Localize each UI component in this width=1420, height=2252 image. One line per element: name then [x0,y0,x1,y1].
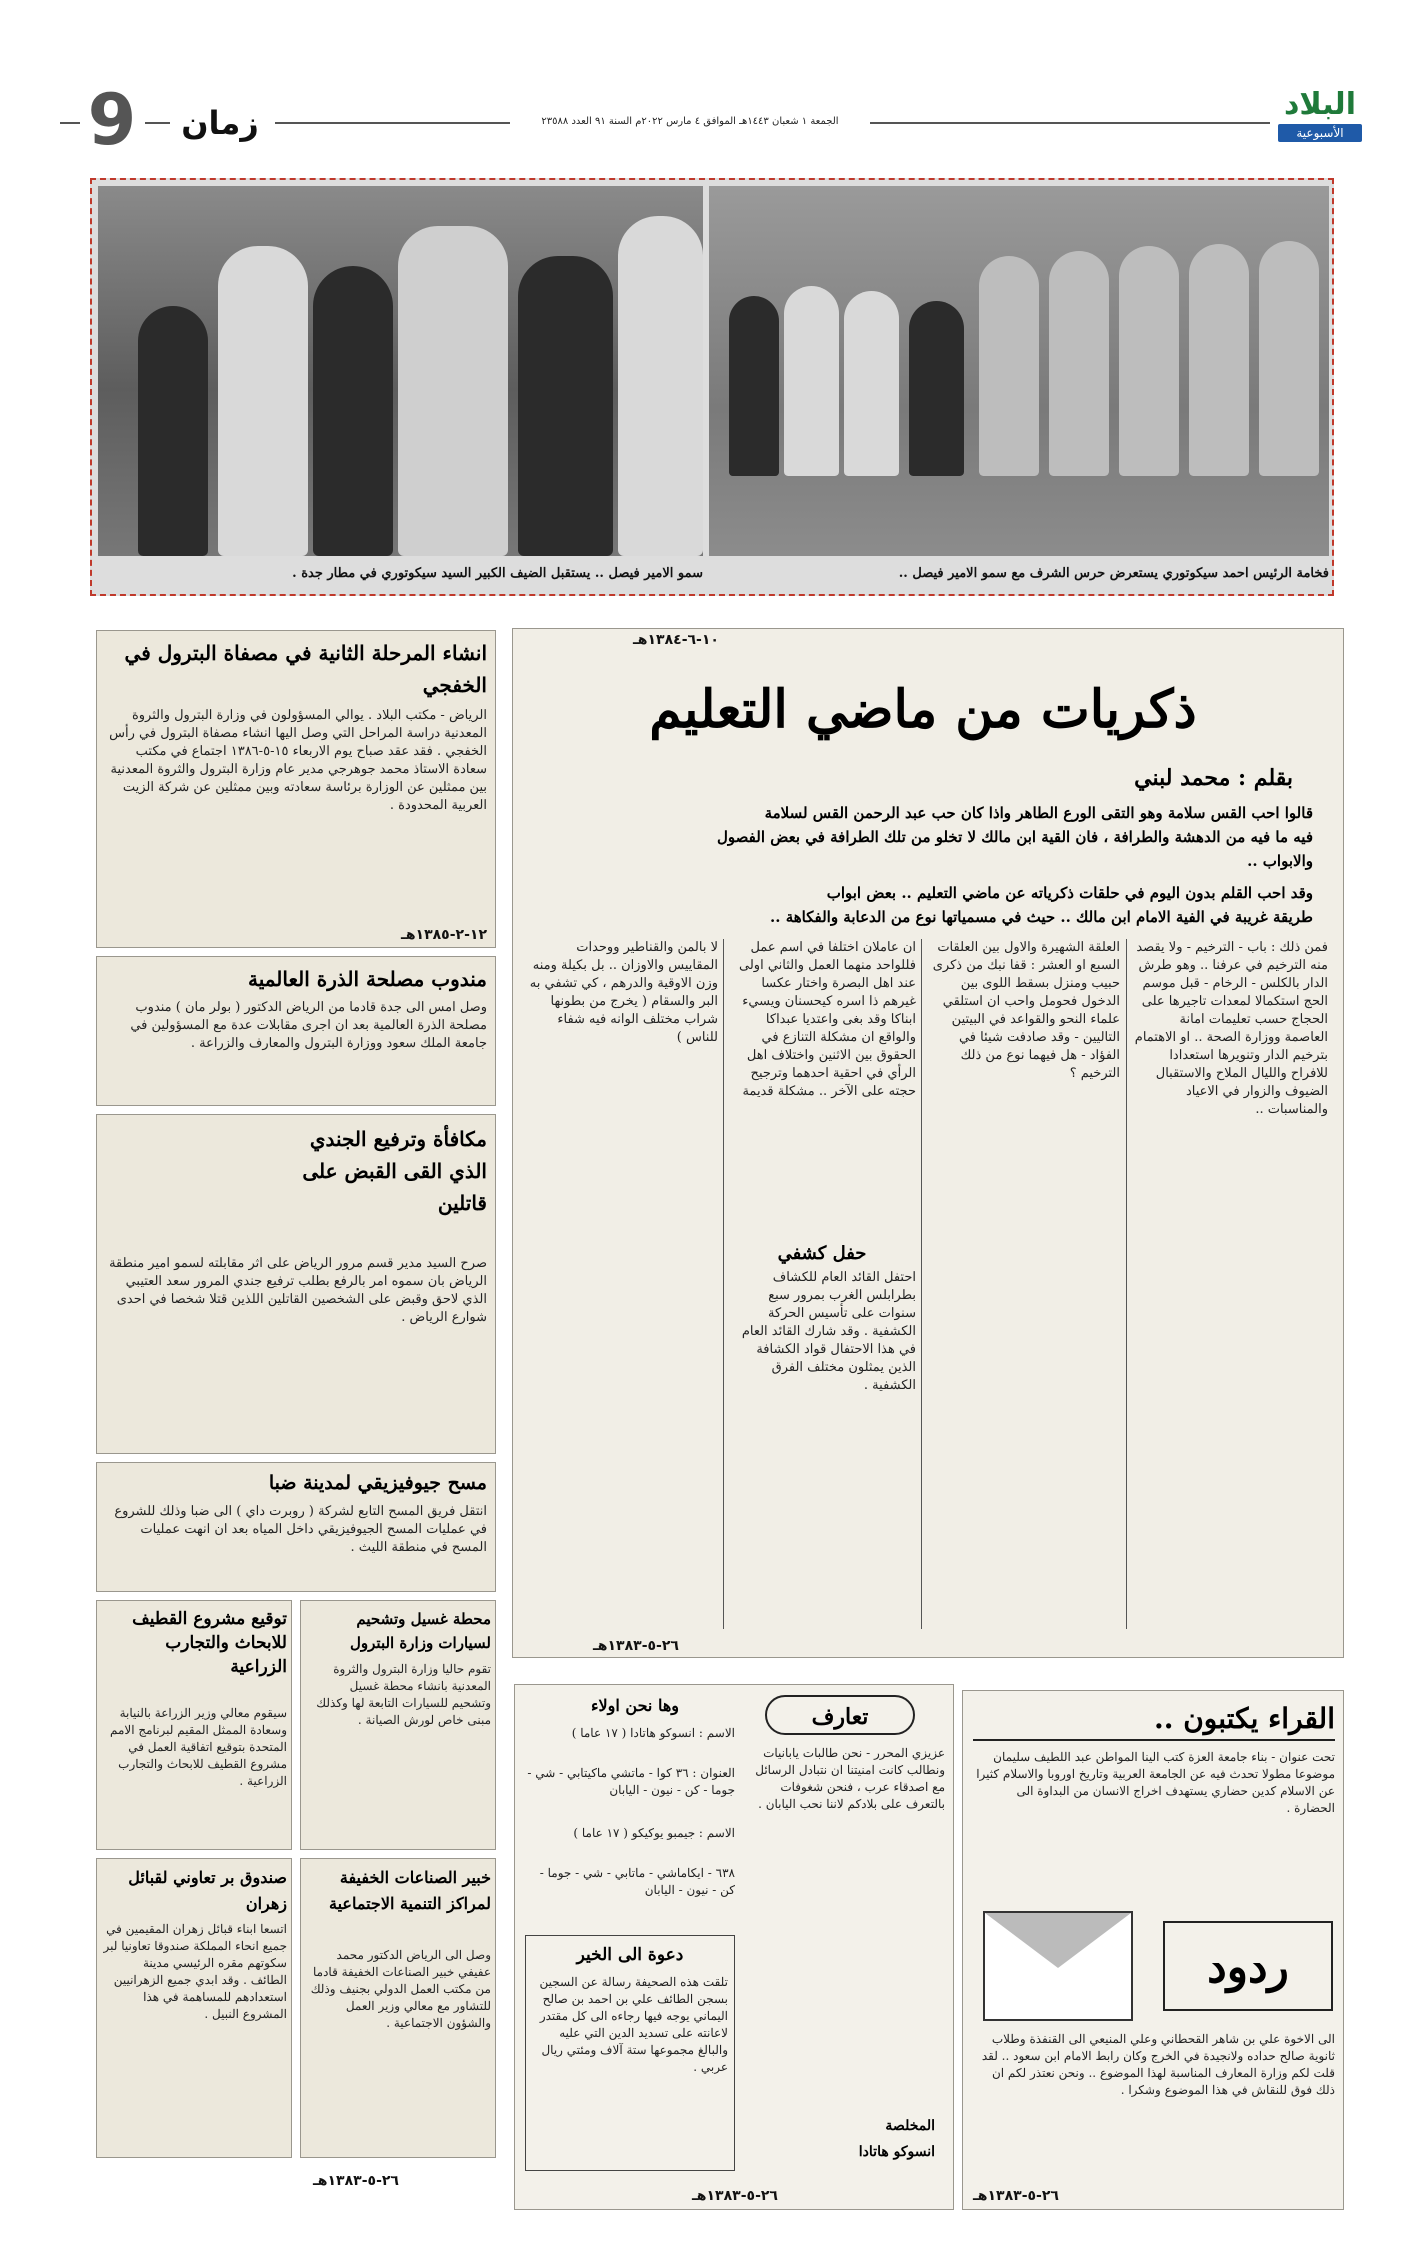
figure [784,286,839,476]
article-soldier-reward [96,1114,496,1454]
left-column [96,630,496,2210]
figure [218,246,308,556]
article-title: توقيع مشروع القطيف للابحاث والتجارب الزراعية [132,1609,287,1677]
rudud-body: الى الاخوة علي بن شاهر القحطاني وعلي المنيعي الى القنفذة وطلاب ثانوية صالح حداده ولانجيدة في الخرج وكان رابط الامام ابن سعود .. لقد قلت لكم وزارة المعارف المناسبة لهذا الموضوع .. ونحن نعتذر لكم ان ذلك فوق للنقاش في هذا الموضوع وشكرا . [981,2032,1335,2097]
caption-left: سمو الامير فيصل .. يستقبل الضيف الكبير السيد سيكوتوري في مطار جدة . [292,566,703,581]
figure [618,216,703,556]
main-col-4-text: لا بالمن والقناطير ووحدات المقاييس والاوزان .. بل بكيلة ومنه وزن الاوقية والدرهم ، كي تشفي به البر والسقام ( يخرج من بطونها شراب مختلف الوانه فيه شفاء للناس ) [529,940,718,1045]
masthead-rule-mid [145,122,170,124]
taaruf-intro: عزيزي المحرر - نحن طالبات يابانيات ونطالب كانت امنيتنا ان نتبادل الرسائل مع اصدقاء عرب ، فنحن شغوفات بالتعرف على بلادكم لاننا نحب اليابان . [755,1746,945,1811]
rudud-title: ردود [1163,1921,1333,2011]
dawa-body: تلقت هذه الصحيفة رسالة عن السجين بسجن الطائف علي بن احمد بن صالح اليماني يوجه فيها رجاءه الى كل مقتدر لاعانته على تسديد الدين التي عليه والبالغ مجموعها ستة آلاف ومئتي ريال عربي . [539,1975,728,2074]
column-rule [723,939,724,1629]
article-body: سيقوم معالي وزير الزراعة بالنيابة وسعادة الممثل المقيم لبرنامج الامم المتحدة بتوقيع اتفاقية العمل في مشروع القطيف للابحاث والتجارب الزراعية . [109,1706,287,1788]
readers-date: ٢٦-٥-١٣٨٣هـ [973,2188,1059,2204]
main-date-top: ١٠-٦-١٣٨٤هـ [633,632,719,648]
lead-line-4: وقد احب القلم بدون اليوم في حلقات ذكرياته عن ماضي التعليم .. بعض ابواب [826,884,1313,902]
article-title: خبير الصناعات الخفيفة لمراكز التنمية الاجتماعية [329,1868,491,1913]
page-number: 9 [87,79,137,161]
figure [1189,244,1249,476]
article-body: وصل امس الى جدة قادما من الرياض الدكتور ( بولر مان ) مندوب مصلحة الذرة العالمية بعد ان اجرى مقابلات عدة مع المسؤولين في جامعة الملك سعود ووزارة البترول والمعارف والزراعة . [130,1000,487,1051]
logo-sub: الأسبوعية [1278,124,1362,142]
dawa-box [525,1935,735,2171]
dawa-title: دعوة الى الخير [576,1945,684,1965]
figure [398,226,508,556]
figure [909,301,964,476]
main-col-1: فمن ذلك : باب - الترخيم - ولا يقصد منه الترخيم في عرفنا .. وهو طرش الدار بالكلس - الرخام - قبل موسم الحج استكمالا لمعدات تاجيرها على الحجاج حسب تعليمات امانة العاصمة ووزارة الصحة .. او الاهتمام بترخيم الدار وتنويرها استعدادا للافراح والليال الملاح والاستقبال الضيوف والزوار في الاعياد والمناسبات .. [1134,940,1328,1117]
article-body: انتقل فريق المسح التابع لشركة ( روبرت داي ) الى ضبا وذلك للشروع في عمليات المسح الجيوفيزيقي داخل المياه بعد ان انهت عمليات المسح في منطقة الليث . [114,1504,487,1555]
main-col-4 [523,939,718,1629]
taaruf-sender: انسوكو هاتادا [858,2144,935,2160]
article-duba-survey [96,1462,496,1592]
envelope-icon [983,1911,1133,2021]
article-light-industries [300,1858,496,2158]
main-col-3: ان عاملان اختلفا في اسم عمل فللواحد منهما العمل والثاني اولى عند اهل البصرة واختار عكسا غيرهم ذا اسره كيحسنان ويسيء ابناكا وقد بغى واعتديا عبداكا والواقع ان مشكلة التنازع في الحقوق بين الاثنين واختلاف اهل الرأي في احقية احدهما وترجيح حجته على الآخر .. مشكلة قديمة [739,940,916,1099]
taaruf-entry: الاسم : انسوكو هاتادا ( ١٧ عاما ) [571,1726,735,1740]
article-body: الرياض - مكتب البلاد . يوالي المسؤولون في وزارة البترول والثروة المعدنية دراسة المراحل التي وصل اليها انشاء مصفاة البترول في رأس الخفجي . فقد عقد صباح يوم الاربعاء ١٥-٥-١٣٨٦ اجتماع في مكتب سعادة الاستاذ محمد جوهرجي مدير عام وزارة البترول والثروة المعدنية بين ممثلين عن الوزارة برئاسة سعادته وبين ممثلين عن شركة الزيت العربية المحدودة . [109,708,487,813]
article-qatif-project [96,1600,292,1850]
wa-nahnu-title: وها نحن اولاء [591,1696,679,1715]
article-title: محطة غسيل وتشحيم لسيارات وزارة البترول [350,1610,491,1652]
figure [1259,241,1319,476]
lead-line-3: والابواب .. [1247,852,1313,870]
readers-title: القراء يكتبون .. [973,1697,1335,1741]
figure [313,266,393,556]
article-body: وصل الى الرياض الدكتور محمد عفيفي خبير الصناعات الخفيفة قادما من مكتب العمل الدولي بجنيف وذلك للتشاور مع معالي وزير العمل والشؤون الاجتماعية . [310,1948,491,2030]
article-title: مكافأة وترفيع الجندي الذي القى القبض على قاتلين [302,1127,487,1215]
masthead-rule-right [870,122,1270,124]
taaruf-entry: الاسم : جيمبو يوكيكو ( ١٧ عاما ) [573,1826,735,1840]
section-title: زمان [181,104,259,142]
main-byline: بقلم : محمد لبني [1134,765,1293,791]
main-col-2: العلقة الشهيرة والاول بين العلقات السبع او العشر : قفا نبك من ذكرى حبيب ومنزل بسقط اللوى بين الدخول فحومل واحب ان استلقي علماء النحو والقواعد في البيتين التاليين - وقد صادفت شيئا في الفؤاد - هل فيهما نوع من ذلك الترخيم ؟ [932,940,1120,1081]
figure [844,291,899,476]
taaruf-date: ٢٦-٥-١٣٨٣هـ [692,2188,778,2204]
photo-strip [90,178,1334,596]
logo-main: البلاد [1284,87,1356,122]
photo-guard-of-honour [709,186,1329,556]
logo [1270,86,1370,148]
main-title: ذكريات من ماضي التعليم [649,679,1197,740]
article-date: ١٢-٢-١٣٨٥هـ [401,927,487,943]
caption-right: فخامة الرئيس احمد سيكوتوري يستعرض حرس الشرف مع سمو الامير فيصل .. [898,566,1329,581]
lead-line-1: قالوا احب القس سلامة وهو التقى الورع الطاهر واذا كان حب عبد الرحمن القس لسلامة [764,804,1313,822]
article-title: انشاء المرحلة الثانية في مصفاة البترول في الخفجي [124,641,487,697]
readers-body: تحت عنوان - بناء جامعة العزة كتب الينا المواطن عبد اللطيف سليمان موضوعا مطولا تحدث فيه عن الجامعة العربية وتاريخ اوروبا والاسلام كثيرا عن الاسلام كدين حضاري يستهدف اخراج الانسان من البداوة الى الحضارة . [976,1750,1335,1815]
article-zahran-fund [96,1858,292,2158]
figure [979,256,1039,476]
main-date-bottom: ٢٦-٥-١٣٨٣هـ [593,1638,679,1654]
main-article [512,628,1344,1658]
figure [518,256,613,556]
hafl-kashfi-body: احتفل القائد العام للكشاف بطرابلس الغرب بمرور سبع سنوات على تأسيس الحركة الكشفية . وقد شارك القائد العام في هذا الاحتفال قواد الكشافة الذين يمثلون مختلف الفرق الكشفية . [741,1270,916,1393]
figure [729,296,779,476]
figure [138,306,208,556]
article-title: صندوق بر تعاوني لقبائل زهران [128,1868,287,1913]
readers-section [962,1690,1344,2210]
hafl-kashfi-title: حفل كشفي [777,1243,867,1264]
date-line: الجمعة ١ شعبان ١٤٤٣هـ الموافق ٤ مارس ٢٠٢٢م السنة ٩١ العدد ٢٣٥٨٨ [541,116,839,127]
envelope-flap [985,1913,1131,1968]
column-rule [1126,939,1127,1629]
masthead-rule-left [60,122,80,124]
article-body: صرح السيد مدير قسم مرور الرياض على اثر مقابلته لسمو امير منطقة الرياض بان سموه امر بالرفع بطلب ترفيع جندي المرور سعد العتيبي الذي لاحق وقبض على الشخصين القاتلين اللذين قتلا شخصا في احدى شوارع الرياض . [109,1256,487,1325]
article-title: مندوب مصلحة الذرة العالمية [247,967,487,991]
taaruf-entry: ٦٣٨ - ايكاماشي - ماتابي - شي - جوما - كن - نيون - اليابان [539,1866,735,1897]
article-body: اتسعا ابناء قبائل زهران المقيمين في جميع انحاء المملكة صندوقا تعاونيا لبر سكوتهم مقره الرئيسي مدينة الطائف . وقد ابدي جميع الزهرانيين استعدادهم للمساهمة في هذا المشروع النبيل . [103,1922,287,2021]
column-rule [921,939,922,1629]
article-refinery [96,630,496,948]
left-column-date: ٢٦-٥-١٣٨٣هـ [313,2173,399,2189]
article-body: تقوم حاليا وزارة البترول والثروة المعدنية بانشاء محطة غسيل وتشحيم للسيارات التابعة لها وكذلك مبنى خاص لورش الصيانة . [316,1662,491,1727]
masthead [0,0,1420,180]
main-columns [523,939,1333,1629]
figure [1049,251,1109,476]
article-title: مسح جيوفيزيقي لمدينة ضبا [268,1472,487,1494]
page-number-badge [84,79,140,161]
lead-line-5: طريقة غريبة في الفية الامام ابن مالك .. حيث في مسمياتها نوع من الدعابة والفكاهة .. [770,908,1313,926]
taaruf-title: تعارف [765,1695,915,1735]
figure [1119,246,1179,476]
article-atomic-delegate [96,956,496,1106]
taaruf-sincerely: المخلصة [885,2118,935,2134]
taaruf-entry: العنوان : ٣٦ كوا - ماتشي ماكيتابي - شي - جوما - كن - نيون - اليابان [527,1766,735,1797]
masthead-rule-main [275,122,510,124]
article-car-wash [300,1600,496,1850]
hafl-kashfi-box [728,1239,916,1619]
taaruf-section [514,1684,954,2210]
lead-line-2: فيه ما فيه من الدهشة والطرافة ، فان القية ابن مالك لا تخلو من تلك الطرافة في بعض الفصول [717,828,1313,846]
photo-airport-welcome [98,186,703,556]
